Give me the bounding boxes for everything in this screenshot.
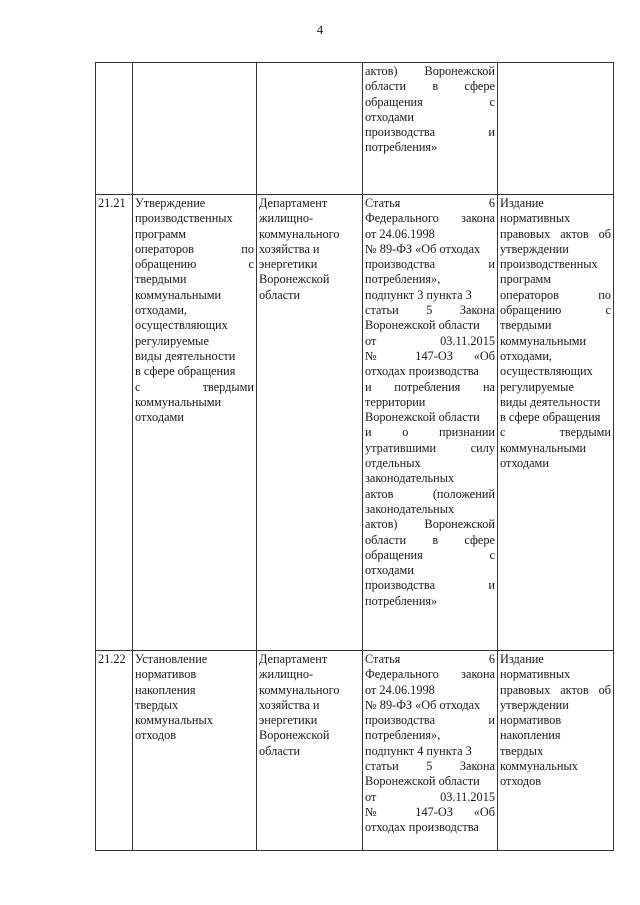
text-line: твердыми (500, 318, 552, 333)
text-line: отходах производства (365, 820, 479, 835)
text-line: твердыми (135, 272, 187, 287)
table-row (96, 63, 614, 195)
department-cell (257, 651, 363, 851)
text-line: жилищно- (259, 667, 314, 682)
text-line: Воронежской области (365, 774, 480, 789)
text-line: с твердыми (135, 379, 254, 394)
text-line: актов) Воронежской (365, 517, 495, 532)
power-name-cell (133, 651, 257, 851)
text-line: Воронежской (259, 728, 330, 743)
text-line: подпункт 4 пункта 3 (365, 743, 472, 758)
power-name-cell (133, 195, 257, 651)
text-line: отходами, (500, 348, 552, 363)
text-line: Статья 6 (365, 196, 495, 210)
text-line: производства и (365, 713, 495, 728)
text-line: обращению с (500, 303, 611, 318)
text-line: подпункт 3 пункта 3 (365, 287, 472, 302)
text-line: обращения с (365, 94, 495, 109)
text-line: виды деятельности (500, 394, 601, 409)
text-line: территории (365, 394, 426, 409)
text-line: хозяйства и (259, 697, 320, 712)
text-line: операторов по (135, 241, 254, 256)
text-line: отдельных (365, 456, 421, 471)
text-line: от 24.06.1998 (365, 682, 435, 697)
text-line: Департамент (259, 652, 328, 666)
text-line: нормативных (500, 667, 571, 682)
text-line: и потребления на (365, 379, 495, 394)
text-line: Воронежской (259, 272, 330, 287)
text-line: области в сфере (365, 532, 495, 547)
text-line: программ (135, 226, 187, 241)
text-line: коммунальных (135, 713, 213, 728)
table-row (96, 195, 614, 651)
legal-basis-cell (363, 651, 498, 851)
table-row (96, 651, 614, 851)
text-line: операторов по (500, 287, 611, 302)
implementation-form-cell (498, 63, 614, 195)
text-line: правовых актов об (500, 226, 611, 241)
text-line: законодательных (365, 501, 455, 516)
text-line: № 147-ОЗ «Об (365, 804, 495, 819)
text-line: в сфере обращения (135, 364, 236, 379)
text-line: производственных (500, 257, 598, 272)
text-line: области в сфере (365, 79, 495, 94)
text-line: законодательных (365, 471, 455, 486)
row-number-cell: 21.22 (96, 651, 133, 851)
text-line: отходах производства (365, 364, 479, 379)
text-line: отходов (500, 774, 542, 789)
text-line: коммунального (259, 226, 340, 241)
row-number-cell (96, 63, 133, 195)
text-line: области (259, 743, 301, 758)
department-cell (257, 195, 363, 651)
text-line: актов (положений (365, 486, 495, 501)
power-name-cell (133, 63, 257, 195)
text-line: производства и (365, 257, 495, 272)
text-line: Федерального закона (365, 667, 495, 682)
text-line: отходами, (135, 303, 187, 318)
text-line: твердых (135, 697, 179, 712)
text-line: № 89-ФЗ «Об отходах (365, 241, 481, 256)
text-line: утратившими силу (365, 440, 495, 455)
text-line: Издание (500, 652, 544, 666)
text-line: Федерального закона (365, 211, 495, 226)
text-line: отходов (135, 728, 177, 743)
row-number-cell: 21.21 (96, 195, 133, 651)
text-line: программ (500, 272, 552, 287)
text-line: энергетики (259, 713, 318, 728)
text-line: отходами (500, 456, 549, 471)
text-line: коммунального (259, 682, 340, 697)
text-line: осуществляющих (135, 318, 228, 333)
text-line: жилищно- (259, 211, 314, 226)
text-line: потребления», (365, 728, 441, 743)
legal-basis-cell (363, 195, 498, 651)
text-line: регулируемые (135, 333, 209, 348)
text-line: утверждении (500, 697, 569, 712)
text-line: от 03.11.2015 (365, 789, 495, 804)
text-line: актов) Воронежской (365, 64, 495, 78)
text-line: коммунальными (135, 394, 222, 409)
text-line: коммунальными (135, 287, 222, 302)
text-line: № 147-ОЗ «Об (365, 348, 495, 363)
text-line: утверждении (500, 241, 569, 256)
text-line: Утверждение (135, 196, 206, 210)
text-line: правовых актов об (500, 682, 611, 697)
text-line: отходами (365, 563, 414, 578)
powers-table (95, 62, 614, 851)
text-line: осуществляющих (500, 364, 593, 379)
text-line: области (259, 287, 301, 302)
text-line: и о признании (365, 425, 495, 440)
text-line: нормативов (500, 713, 562, 728)
text-line: коммунальных (500, 759, 578, 774)
text-line: потребления» (365, 140, 438, 155)
text-line: энергетики (259, 257, 318, 272)
text-line: коммунальными (500, 333, 587, 348)
text-line: производственных (135, 211, 233, 226)
text-line: отходами (365, 109, 414, 124)
text-line: коммунальными (500, 440, 587, 455)
text-line: накопления (500, 728, 561, 743)
text-line: Статья 6 (365, 652, 495, 666)
text-line: потребления» (365, 593, 438, 608)
text-line: с твердыми (500, 425, 611, 440)
page-number: 4 (316, 22, 324, 37)
implementation-form-cell (498, 651, 614, 851)
text-line: хозяйства и (259, 241, 320, 256)
text-line: Установление (135, 652, 208, 666)
text-line: статьи 5 Закона (365, 303, 495, 318)
text-line: нормативных (500, 211, 571, 226)
text-line: Департамент (259, 196, 328, 210)
text-line: обращения с (365, 547, 495, 562)
text-line: статьи 5 Закона (365, 759, 495, 774)
text-line: Издание (500, 196, 544, 210)
implementation-form-cell (498, 195, 614, 651)
text-line: производства и (365, 578, 495, 593)
text-line: накопления (135, 682, 196, 697)
text-line: Воронежской области (365, 410, 480, 425)
text-line: в сфере обращения (500, 410, 601, 425)
text-line: твердых (500, 743, 544, 758)
text-line: Воронежской области (365, 318, 480, 333)
text-line: отходами (135, 410, 184, 425)
text-line: № 89-ФЗ «Об отходах (365, 697, 481, 712)
text-line: производства и (365, 125, 495, 140)
text-line: от 24.06.1998 (365, 226, 435, 241)
text-line: обращению с (135, 257, 254, 272)
text-line: регулируемые (500, 379, 574, 394)
text-line: потребления», (365, 272, 441, 287)
department-cell (257, 63, 363, 195)
text-line: виды деятельности (135, 348, 236, 363)
text-line: нормативов (135, 667, 197, 682)
text-line: от 03.11.2015 (365, 333, 495, 348)
legal-basis-cell (363, 63, 498, 195)
